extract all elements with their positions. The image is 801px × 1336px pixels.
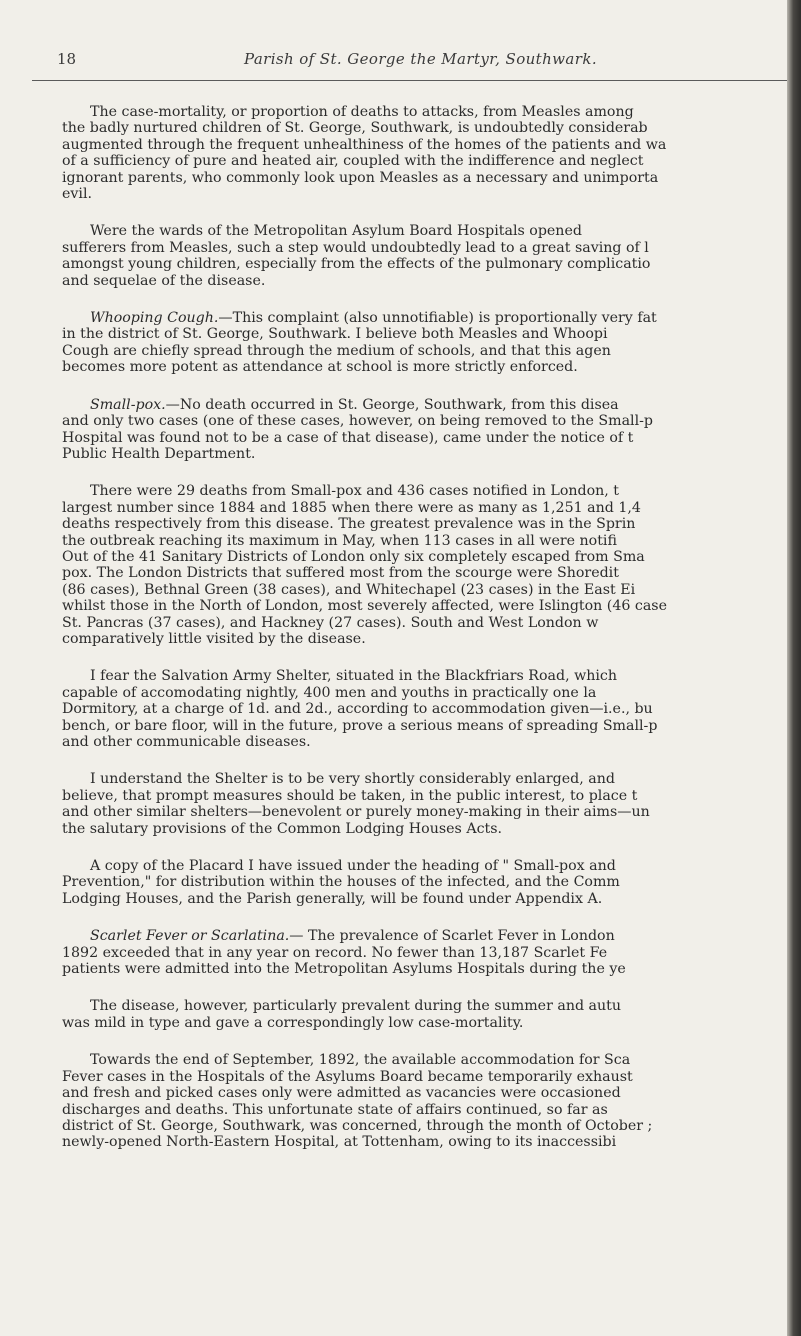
text-line: in the district of St. George, Southwark. I believe both Measles and Whoopi: [62, 326, 608, 343]
text-line: believe, that prompt measures should be taken, in the public interest, to place t: [62, 787, 638, 804]
text-line: Towards the end of September, 1892, the available accommodation for Sca: [90, 1052, 631, 1069]
text-line: ignorant parents, who commonly look upon Measles as a necessary and unimporta: [62, 169, 659, 186]
text-line: deaths respectively from this disease. The greatest prevalence was in the Sprin: [62, 516, 636, 533]
text-line: 1892 exceeded that in any year on record. No fewer than 13,187 Scarlet Fe: [62, 944, 608, 961]
line-text: — The prevalence of Scarlet Fever in London: [289, 928, 615, 945]
text-line: bench, or bare floor, will in the future, prove a serious means of spreading Small-p: [62, 717, 658, 734]
running-title: Parish of St. George the Martyr, Southwark.: [244, 50, 597, 68]
text-line: the badly nurtured children of St. George, Southwark, is undoubtedly considerab: [62, 120, 648, 137]
text-line: district of St. George, Southwark, was concerned, through the month of October ;: [62, 1117, 653, 1134]
paragraph: [62, 104, 770, 202]
paragraph: [62, 928, 770, 977]
text-line: whilst those in the North of London, most severely affected, were Islington (46 case: [62, 598, 667, 615]
text-line: comparatively little visited by the disease.: [62, 630, 366, 647]
text-line: Cough are chiefly spread through the medium of schools, and that this agen: [62, 342, 611, 359]
text-line: and fresh and picked cases only were admitted as vacancies were occasioned: [62, 1085, 621, 1102]
section-heading: Whooping Cough.: [90, 310, 219, 327]
text-line: and sequelae of the disease.: [62, 272, 266, 289]
text-line: I understand the Shelter is to be very shortly considerably enlarged, and: [90, 771, 615, 788]
paragraph: [62, 771, 770, 837]
text-line: was mild in type and gave a correspondingly low case-mortality.: [62, 1014, 524, 1031]
text-line: newly-opened North-Eastern Hospital, at Tottenham, owing to its inaccessibi: [62, 1134, 617, 1151]
paragraph: [62, 397, 770, 463]
paragraph: [62, 998, 770, 1031]
text-line: patients were admitted into the Metropolitan Asylums Hospitals during the ye: [62, 961, 626, 978]
text-line: St. Pancras (37 cases), and Hackney (27 cases). South and West London w: [62, 614, 599, 631]
paragraph: [62, 858, 770, 907]
text-line: [62, 397, 770, 413]
paragraph: [62, 1052, 770, 1150]
paragraph: [62, 668, 770, 750]
text-line: becomes more potent as attendance at school is more strictly enforced.: [62, 359, 578, 376]
line-text: —This complaint (also unnotifiable) is proportionally very fat: [218, 310, 657, 327]
page-header: [32, 36, 787, 81]
document-body: [62, 104, 770, 1172]
text-line: There were 29 deaths from Small-pox and 436 cases notified in London, t: [90, 483, 619, 500]
text-line: A copy of the Placard I have issued under the heading of " Small-pox and: [90, 858, 616, 875]
section-heading: Small-pox.: [90, 396, 166, 413]
paragraph: [62, 223, 770, 289]
text-line: discharges and deaths. This unfortunate state of affairs continued, so far as: [62, 1101, 608, 1118]
text-line: Fever cases in the Hospitals of the Asylums Board became temporarily exhaust: [62, 1068, 633, 1085]
text-line: evil.: [62, 186, 92, 203]
section-heading: Scarlet Fever or Scarlatina.: [90, 928, 290, 945]
text-line: Public Health Department.: [62, 445, 256, 462]
text-line: The case-mortality, or proportion of deaths to attacks, from Measles among: [90, 104, 634, 120]
text-line: (86 cases), Bethnal Green (38 cases), and Whitechapel (23 cases) in the East Ei: [62, 581, 636, 598]
text-line: Were the wards of the Metropolitan Asylum Board Hospitals opened: [90, 223, 582, 240]
text-line: and other communicable diseases.: [62, 734, 311, 750]
paragraph: [62, 310, 770, 376]
text-line: The disease, however, particularly prevalent during the summer and autu: [90, 998, 621, 1015]
text-line: and only two cases (one of these cases, however, on being removed to the Small-p: [62, 413, 653, 430]
text-line: augmented through the frequent unhealthiness of the homes of the patients and wa: [62, 136, 667, 153]
text-line: Prevention," for distribution within the houses of the infected, and the Comm: [62, 874, 620, 891]
text-line: amongst young children, especially from the effects of the pulmonary complicatio: [62, 256, 651, 273]
text-line: the salutary provisions of the Common Lodging Houses Acts.: [62, 820, 503, 837]
text-line: Out of the 41 Sanitary Districts of London only six completely escaped from Sma: [62, 548, 645, 565]
text-line: largest number since 1884 and 1885 when there were as many as 1,251 and 1,4: [62, 499, 641, 516]
text-line: Hospital was found not to be a case of that disease), came under the notice of t: [62, 429, 634, 446]
page-number: 18: [57, 50, 77, 68]
text-line: I fear the Salvation Army Shelter, situated in the Blackfriars Road, which: [90, 668, 617, 685]
text-line: Lodging Houses, and the Parish generally, will be found under Appendix A.: [62, 890, 603, 907]
text-line: capable of accomodating nightly, 400 men and youths in practically one la: [62, 684, 597, 701]
text-line: of a sufficiency of pure and heated air, coupled with the indifference and neglect: [62, 153, 644, 170]
text-line: sufferers from Measles, such a step would undoubtedly lead to a great saving of l: [62, 239, 649, 256]
text-line: pox. The London Districts that suffered most from the scourge were Shoredit: [62, 565, 619, 582]
paragraph: [62, 483, 770, 647]
text-line: [62, 310, 770, 326]
text-line: Dormitory, at a charge of 1d. and 2d., according to accommodation given—i.e., bu: [62, 701, 653, 718]
text-line: and other similar shelters—benevolent or purely money-making in their aims—un: [62, 804, 650, 821]
text-line: [62, 928, 770, 944]
line-text: —No death occurred in St. George, Southwark, from this disea: [165, 396, 619, 413]
text-line: the outbreak reaching its maximum in May, when 113 cases in all were notifi: [62, 532, 617, 549]
page-edge-shadow: [787, 0, 801, 1336]
